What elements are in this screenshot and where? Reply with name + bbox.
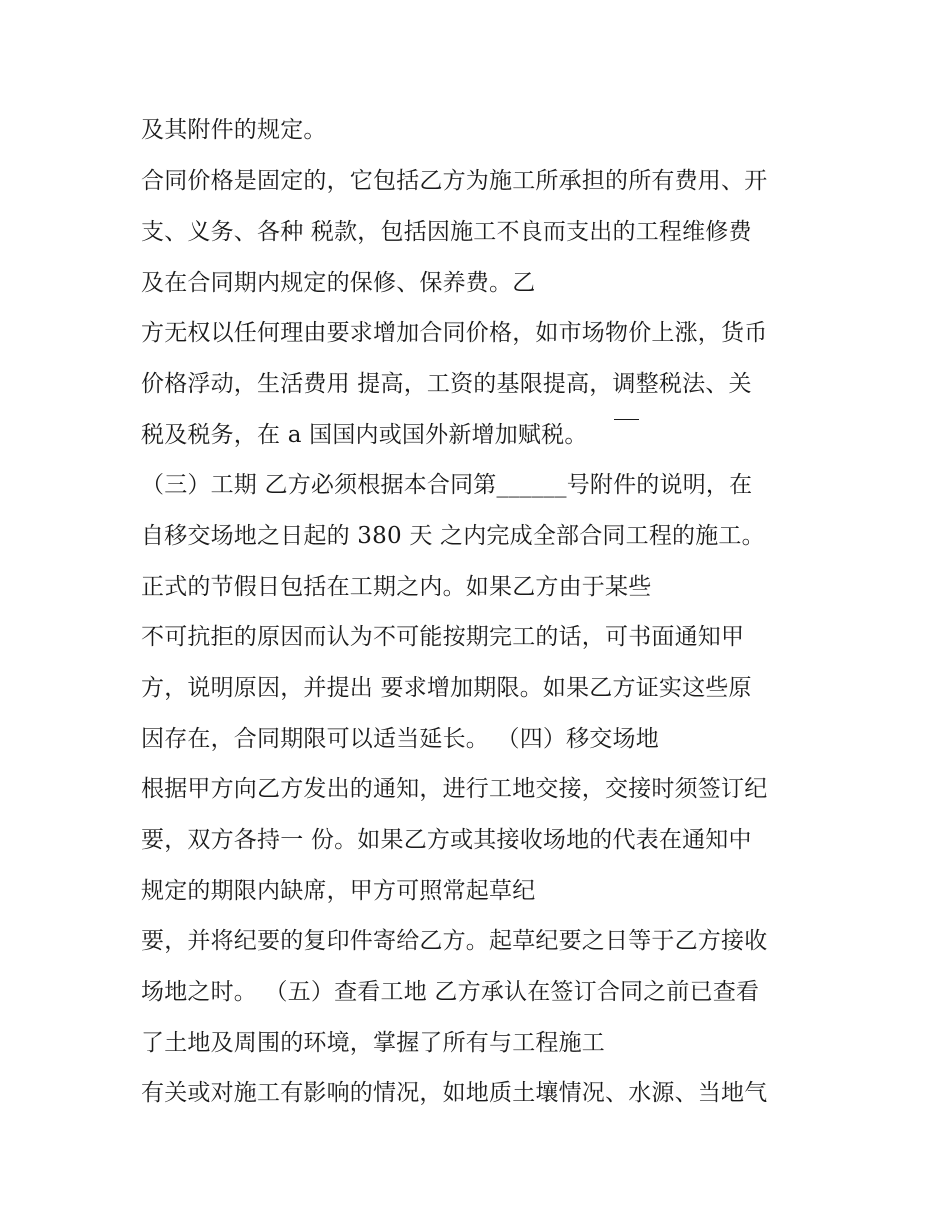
text-line: 要，并将纪要的复印件寄给乙方。起草纪要之日等于乙方接收 xyxy=(141,928,768,954)
text-line: 正式的节假日包括在工期之内。如果乙方由于某些 xyxy=(141,574,652,600)
text-line: 自移交场地之日起的 380 天 之内完成全部合同工程的施工。 xyxy=(141,523,765,549)
text-line: 及其附件的规定。 xyxy=(141,117,327,143)
text-line: 有关或对施工有影响的情况，如地质土壤情况、水源、当地气 xyxy=(141,1080,768,1106)
dash-mark xyxy=(614,419,639,420)
text-line: 要，双方各持一 份。如果乙方或其接收场地的代表在通知中 xyxy=(141,827,752,853)
text-line: 了土地及周围的环境，掌握了所有与工程施工 xyxy=(141,1030,605,1056)
text-line: 规定的期限内缺席，甲方可照常起草纪 xyxy=(141,878,536,904)
text-line: 价格浮动，生活费用 提高，工资的基限提高，调整税法、关 xyxy=(141,371,752,397)
text-line: （三）工期 乙方必须根据本合同第______号附件的说明，在 xyxy=(141,472,753,498)
text-line: 合同价格是固定的，它包括乙方为施工所承担的所有费用、开 xyxy=(141,168,768,194)
text-line: 方，说明原因，并提出 要求增加期限。如果乙方证实这些原 xyxy=(141,675,752,701)
text-line: 税及税务，在 a 国国内或国外新增加赋税。 xyxy=(141,422,588,448)
text-line: 方无权以任何理由要求增加合同价格，如市场物价上涨，货币 xyxy=(141,320,768,346)
text-line: 及在合同期内规定的保修、保养费。乙 xyxy=(141,270,536,296)
text-line: 场地之时。 （五）查看工地 乙方承认在签订合同之前已查看 xyxy=(141,979,760,1005)
text-line: 支、义务、各种 税款，包括因施工不良而支出的工程维修费 xyxy=(141,219,752,245)
text-line: 不可抗拒的原因而认为不可能按期完工的话，可书面通知甲 xyxy=(141,624,745,650)
text-line: 因存在，合同期限可以适当延长。 （四）移交场地 xyxy=(141,726,659,752)
text-line: 根据甲方向乙方发出的通知，进行工地交接，交接时须签订纪 xyxy=(141,776,768,802)
